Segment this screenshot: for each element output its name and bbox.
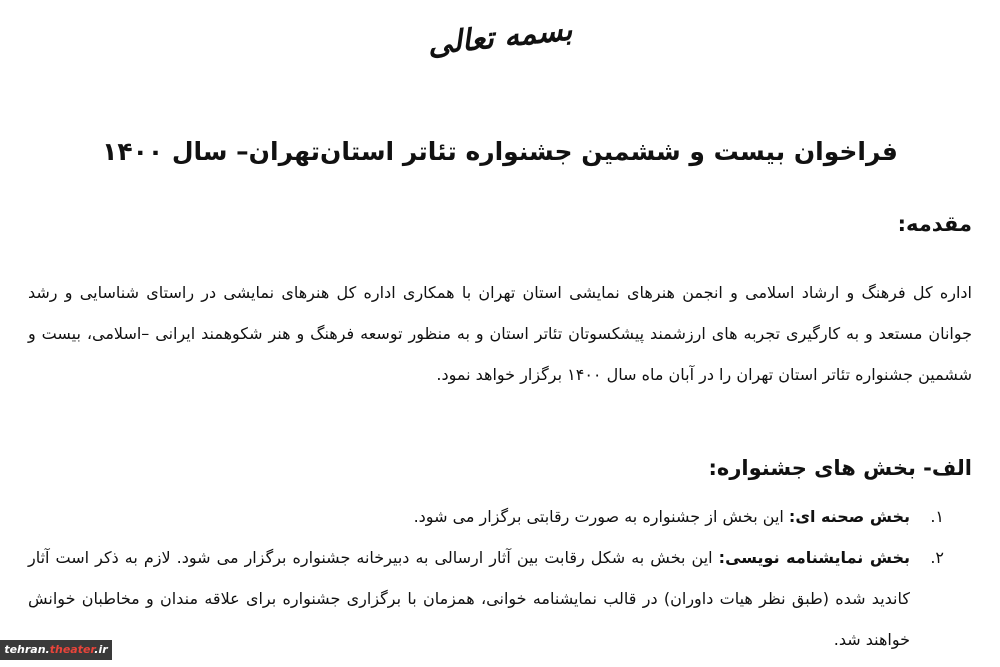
list-item-playwriting-section — [28, 537, 972, 660]
watermark-prefix: tehran. — [4, 643, 50, 656]
intro-heading: مقدمه: — [897, 212, 972, 236]
section-a-heading: الف- بخش های جشنواره: — [708, 456, 972, 480]
list-item-number: ۲. — [930, 548, 944, 567]
watermark-suffix: .ir — [94, 643, 108, 656]
list-item-term: بخش صحنه ای: — [788, 507, 910, 526]
intro-paragraph: اداره کل فرهنگ و ارشاد اسلامی و انجمن هنرهای نمایشی استان تهران با همکاری اداره کل هنرهای نمایشی در راستای شناسایی و رشد جوانان مستعد و به کارگیری تجربه های ارزشمند پیشکسوتان تئاتر استان و به منظور توسعه فرهنگ و هنر شکوهمند ایرانی –اسلامی، بیست و ششمین جشنواره تئاتر استان تهران را در آبان ماه سال ۱۴۰۰ برگزار خواهد نمود. — [28, 283, 972, 384]
list-item-text: این بخش از جشنواره به صورت رقابتی برگزار می شود. — [413, 507, 789, 526]
document-title: فراخوان بیست و ششمین جشنواره تئاتر استان‌تهران– سال ۱۴۰۰ — [102, 137, 898, 166]
basmala-calligraphy: بسمه تعالی — [425, 12, 574, 63]
festival-sections-list — [28, 496, 972, 660]
list-item-text: این بخش به شکل رقابت بین آثار ارسالی به دبیرخانه جشنواره برگزار می شود. لازم به ذکر است آثار کاندید شده (طبق نظر هیات داوران) در قالب نمایشنامه خوانی، همزمان با برگزاری جشنواره برای علاقه مندان و مخاطبان خوانش خواهند شد. — [28, 548, 910, 649]
site-watermark — [0, 640, 112, 660]
list-item-term: بخش نمایشنامه نویسی: — [718, 548, 910, 567]
watermark-accent: theater — [49, 643, 95, 656]
list-item-number: ۱. — [930, 507, 944, 526]
list-item-stage-section — [28, 496, 972, 537]
